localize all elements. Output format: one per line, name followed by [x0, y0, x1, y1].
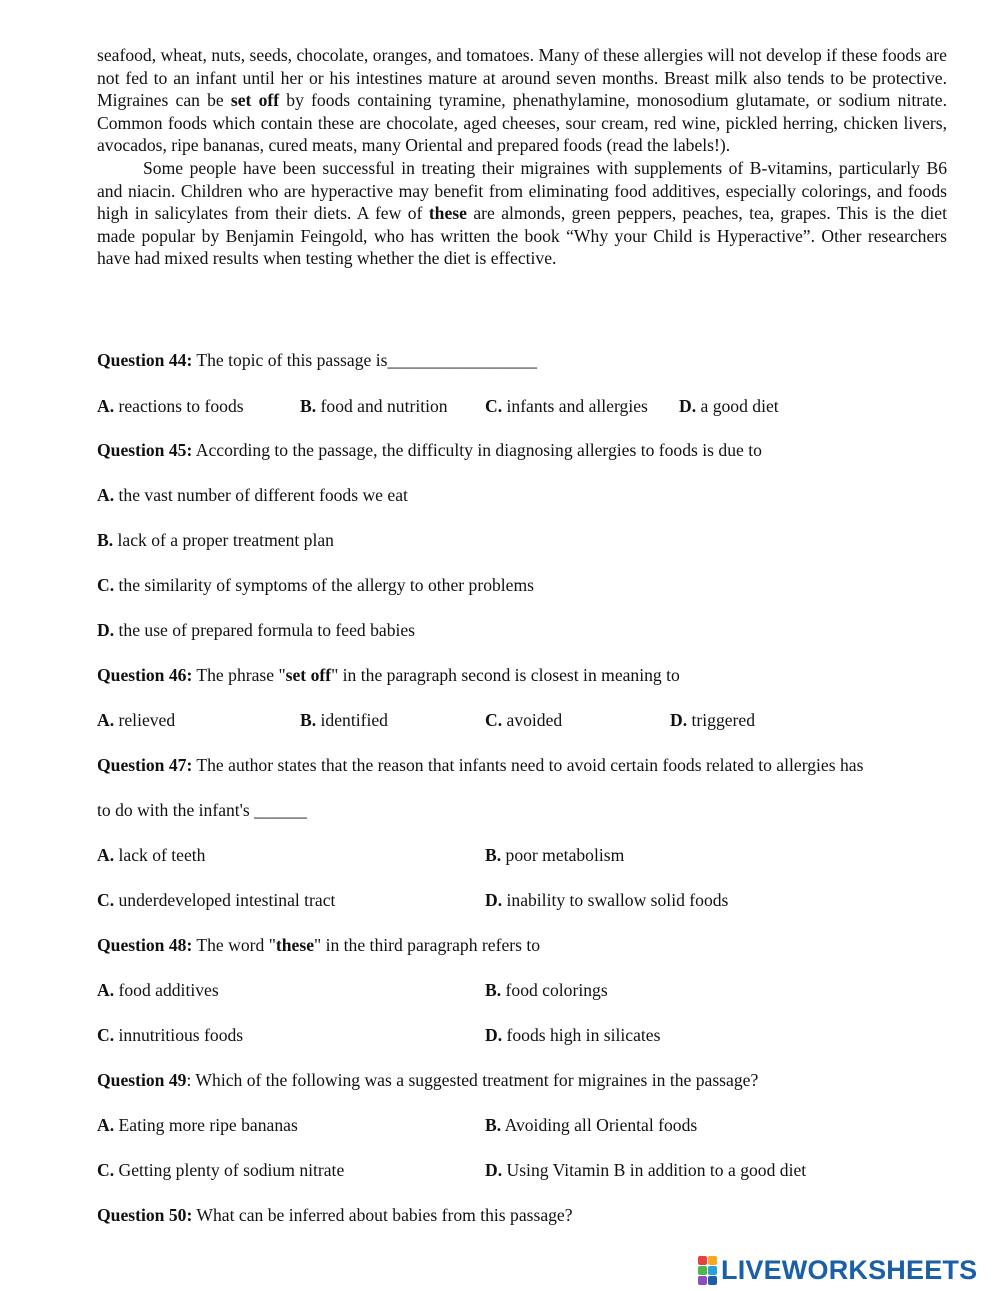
q48-option-b[interactable]: B. food colorings: [485, 980, 608, 1000]
q46-option-b[interactable]: B. identified: [300, 710, 388, 730]
q44-option-d[interactable]: D. a good diet: [679, 396, 779, 416]
liveworksheets-logo: [698, 1253, 977, 1287]
q46-option-d[interactable]: D. triggered: [670, 710, 756, 730]
q45-option-d[interactable]: D. the use of prepared formula to feed babies: [97, 620, 416, 640]
q45-option-c[interactable]: C. the similarity of symptoms of the allergy to other problems: [97, 575, 535, 595]
q48-option-d[interactable]: D. foods high in silicates: [485, 1025, 661, 1045]
q44-option-b[interactable]: B. food and nutrition: [300, 396, 448, 416]
q47-option-b[interactable]: B. poor metabolism: [485, 845, 625, 865]
question-48: Question 48: The word "these" in the third paragraph refers to: [97, 935, 541, 955]
question-47: Question 47: The author states that the reason that infants need to avoid certain foods related to allergies has: [97, 755, 864, 775]
passage-paragraph-2: Some people have been successful in treating their migraines with supplements of B-vitamins, particularly B6 and niacin. Children who are hyperactive may benefit from eliminating food additives, especially colorings, and foods high in salicylates from their diets. A few of these are almonds, green peppers, peaches, tea, grapes. This is the diet made popular by Benjamin Feingold, who has written the book “Why your Child is Hyperactive”. Other researchers have had mixed results when testing whether the diet is effective.: [97, 157, 947, 269]
q48-option-c[interactable]: C. innutritious foods: [97, 1025, 244, 1045]
q44-option-a[interactable]: A. reactions to foods: [97, 396, 244, 416]
q45-option-a[interactable]: A. the vast number of different foods we eat: [97, 485, 408, 505]
liveworksheets-logo-icon: [698, 1256, 717, 1285]
reading-passage: [97, 44, 947, 270]
q47-option-d[interactable]: D. inability to swallow solid foods: [485, 890, 729, 910]
passage-paragraph-1: seafood, wheat, nuts, seeds, chocolate, oranges, and tomatoes. Many of these allergies will not develop if these foods are not fed to an infant until her or his intestines mature at around seven months. Breast milk also tends to be protective. Migraines can be set off by foods containing tyramine, phenathylamine, monosodium glutamate, or sodium nitrate. Common foods which contain these are chocolate, aged cheeses, sour cream, red wine, pickled herring, chicken livers, avocados, ripe bananas, cured meats, many Oriental and prepared foods (read the labels!).: [97, 45, 947, 156]
question-46: Question 46: The phrase "set off" in the paragraph second is closest in meaning to: [97, 665, 680, 685]
question-45: Question 45: According to the passage, the difficulty in diagnosing allergies to foods is due to: [97, 440, 762, 460]
q45-option-b[interactable]: B. lack of a proper treatment plan: [97, 530, 334, 550]
q47-option-a[interactable]: A. lack of teeth: [97, 845, 206, 865]
question-47-continued: to do with the infant's ______: [97, 800, 307, 820]
q49-option-d[interactable]: D. Using Vitamin B in addition to a good diet: [485, 1160, 807, 1180]
q47-option-c[interactable]: C. underdeveloped intestinal tract: [97, 890, 336, 910]
q49-option-c[interactable]: C. Getting plenty of sodium nitrate: [97, 1160, 345, 1180]
q44-option-c[interactable]: C. infants and allergies: [485, 396, 648, 416]
q49-option-a[interactable]: A. Eating more ripe bananas: [97, 1115, 298, 1135]
q46-option-c[interactable]: C. avoided: [485, 710, 563, 730]
q48-option-a[interactable]: A. food additives: [97, 980, 219, 1000]
q46-option-a[interactable]: A. relieved: [97, 710, 176, 730]
question-49: Question 49: Which of the following was a suggested treatment for migraines in the passage?: [97, 1070, 759, 1090]
question-44: Question 44: The topic of this passage is_________________: [97, 350, 537, 370]
liveworksheets-logo-text: LIVEWORKSHEETS: [721, 1254, 978, 1285]
question-50: Question 50: What can be inferred about babies from this passage?: [97, 1205, 573, 1225]
q49-option-b[interactable]: B. Avoiding all Oriental foods: [485, 1115, 698, 1135]
